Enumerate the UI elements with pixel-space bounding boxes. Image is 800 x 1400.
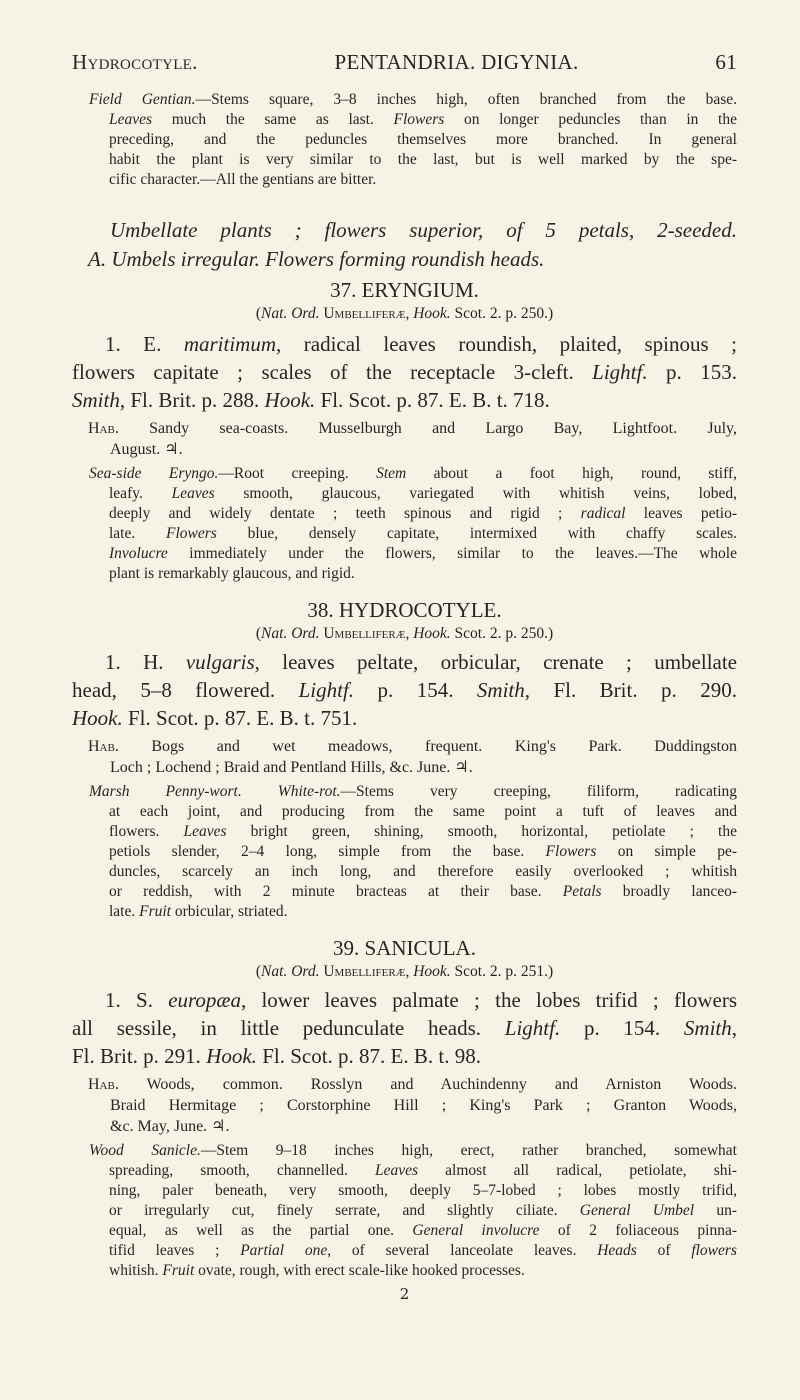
text-run: (	[255, 963, 262, 980]
text-run: —Stem 9–18 inches high, erect, rather branched, somewhat	[200, 1142, 737, 1159]
text-run: Leaves	[171, 485, 215, 502]
text-run: , Fl. Brit. p. 290.	[524, 678, 737, 702]
text-run: Nat. Ord.	[261, 625, 320, 642]
text-run: Lightf.	[592, 360, 648, 384]
text-run: leaves petio-	[625, 505, 737, 522]
text-run: at each joint, and producing from the same point a tuft of leaves and	[109, 803, 737, 820]
text-run: all sessile, in little pedunculate heads.	[72, 1016, 505, 1040]
text-run: Field Gentian.	[89, 91, 196, 108]
text-line	[72, 1181, 737, 1201]
natural-order-reference	[72, 624, 737, 644]
species-entry	[72, 648, 737, 732]
text-line	[72, 648, 737, 676]
text-line	[72, 386, 737, 414]
text-line	[72, 110, 737, 130]
text-run: Umbelliferæ	[323, 625, 406, 642]
text-line	[72, 1074, 737, 1095]
text-run: 1. E.	[105, 332, 184, 356]
text-run: Nat. Ord.	[261, 963, 320, 980]
text-line	[72, 962, 737, 982]
text-run: europæa	[168, 988, 241, 1012]
text-line	[72, 564, 737, 584]
text-line	[72, 1141, 737, 1161]
text-run: , leaves peltate, orbicular, crenate ; umbellate	[254, 650, 738, 674]
text-run: , of several lanceolate leaves.	[327, 1242, 598, 1259]
header-class-order: PENTANDRIA. DIGYNIA.	[334, 50, 579, 74]
text-run: ,	[405, 625, 414, 642]
text-run: ,	[405, 305, 414, 322]
text-run: head, 5–8 flowered.	[72, 678, 299, 702]
text-line	[72, 1221, 737, 1241]
text-run: p. 153.	[647, 360, 737, 384]
text-run: ,	[405, 963, 414, 980]
text-line	[72, 882, 737, 902]
text-run: flowers capitate ; scales of the receptacle 3-cleft.	[72, 360, 593, 384]
text-line	[72, 704, 737, 732]
species-entry	[72, 330, 737, 414]
text-run: Scot. 2. p. 250.)	[450, 625, 554, 642]
text-run: Involucre	[109, 545, 168, 562]
text-run: Hook.	[264, 388, 316, 412]
text-run: Umbellate plants ; flowers superior, of 5 petals, 2-seeded.	[110, 218, 737, 242]
genus-heading	[72, 934, 737, 962]
text-line	[72, 150, 737, 170]
text-run: smooth, glaucous, variegated with whitish veins, lobed,	[214, 485, 737, 502]
text-run: Fl. Scot. p. 87. E. B. t. 751.	[122, 706, 358, 730]
text-run: Loch ; Lochend ; Braid and Pentland Hills, &c. June. ♃.	[110, 759, 473, 776]
text-line	[72, 676, 737, 704]
text-run: immediately under the flowers, similar to the leaves.—The whole	[167, 545, 737, 562]
text-run: radical	[580, 505, 626, 522]
text-line	[72, 1014, 737, 1042]
text-run: Hab.	[88, 738, 119, 755]
description-paragraph	[72, 464, 737, 584]
text-run: Hook.	[413, 305, 451, 322]
text-run: Leaves	[109, 111, 153, 128]
text-run: of 2 foliaceous pinna-	[539, 1222, 738, 1239]
text-run: equal, as well as the partial one.	[109, 1222, 413, 1239]
genus-heading	[72, 596, 737, 624]
text-run: vulgaris	[185, 650, 255, 674]
text-run: Wood Sanicle.	[89, 1142, 201, 1159]
text-line	[72, 418, 737, 439]
text-run: Hook.	[413, 963, 451, 980]
text-run: ning, paler beneath, very smooth, deeply 5–7-lobed ; lobes mostly trifid,	[109, 1182, 737, 1199]
text-run: (	[255, 305, 262, 322]
habitat-paragraph	[72, 418, 737, 460]
text-run: maritimum	[183, 332, 277, 356]
text-run: (	[255, 625, 262, 642]
text-run: cific character.—All the gentians are bitter.	[109, 171, 377, 188]
running-header	[72, 50, 737, 90]
text-run: late.	[109, 903, 140, 920]
text-run: almost all radical, petiolate, shi-	[418, 1162, 737, 1179]
text-run: Hook.	[72, 706, 123, 730]
text-run: Hab.	[88, 420, 119, 437]
natural-order-reference	[72, 962, 737, 982]
text-run: duncles, scarcely an inch long, and therefore easily overlooked ; whitish	[109, 863, 737, 880]
text-run: Fl. Brit. p. 291.	[72, 1044, 207, 1068]
text-run: 39. SANICULA.	[333, 936, 476, 960]
text-run: 1. S.	[105, 988, 169, 1012]
text-run: Fl. Scot. p. 87. E. B. t. 718.	[315, 388, 550, 412]
text-run: un-	[694, 1202, 737, 1219]
text-line	[72, 802, 737, 822]
habitat-paragraph	[72, 1074, 737, 1137]
text-line	[72, 986, 737, 1014]
text-run: General Umbel	[579, 1202, 695, 1219]
text-run: Heads	[597, 1242, 637, 1259]
text-line	[72, 276, 737, 304]
natural-order-reference	[72, 304, 737, 324]
text-run: Smith	[683, 1016, 732, 1040]
text-run: Braid Hermitage ; Corstorphine Hill ; King's Park ; Granton Woods,	[110, 1097, 737, 1114]
text-line	[72, 130, 737, 150]
genus-heading	[72, 276, 737, 304]
text-run: Umbelliferæ	[323, 963, 406, 980]
text-run: August. ♃.	[110, 441, 183, 458]
group-heading	[72, 216, 737, 274]
text-run: Flowers	[393, 111, 445, 128]
text-line	[72, 304, 737, 324]
text-run: preceding, and the peduncles themselves more branched. In general	[109, 131, 737, 148]
text-line	[72, 757, 737, 778]
text-run: Scot. 2. p. 250.)	[450, 305, 554, 322]
text-line	[72, 484, 737, 504]
text-run: Petals	[562, 883, 602, 900]
text-line	[72, 504, 737, 524]
header-genus: Hydrocotyle.	[72, 50, 198, 74]
text-run: Leaves	[375, 1162, 419, 1179]
text-run: &c. May, June. ♃.	[110, 1118, 230, 1135]
text-run: General involucre	[412, 1222, 540, 1239]
text-line	[72, 902, 737, 922]
text-run: Marsh Penny-wort. White-rot.	[89, 783, 341, 800]
text-run: p. 154.	[354, 678, 477, 702]
text-line	[72, 934, 737, 962]
description-paragraph	[72, 1141, 737, 1281]
text-run: Partial one	[240, 1242, 328, 1259]
text-run: —Root creeping.	[218, 465, 377, 482]
text-run: or irregularly cut, finely serrate, and slightly ciliate.	[109, 1202, 580, 1219]
text-line	[72, 596, 737, 624]
text-line	[72, 822, 737, 842]
text-run: petiols slender, 2–4 long, simple from the base.	[109, 843, 546, 860]
text-run: , lower leaves palmate ; the lobes trifid ; flowers	[240, 988, 737, 1012]
text-run: Woods, common. Rosslyn and Auchindenny and Arniston Woods.	[118, 1076, 737, 1093]
text-run: Lightf.	[504, 1016, 561, 1040]
text-run: 1. H.	[105, 650, 186, 674]
text-run: Nat. Ord.	[261, 305, 320, 322]
text-run: spreading, smooth, channelled.	[109, 1162, 376, 1179]
text-line	[72, 782, 737, 802]
text-line	[72, 544, 737, 564]
text-line	[72, 216, 737, 245]
text-run: 37. ERYNGIUM.	[330, 278, 479, 302]
text-line	[72, 862, 737, 882]
text-run: Sandy sea-coasts. Musselburgh and Largo Bay, Lightfoot. July,	[118, 420, 737, 437]
text-run: Hook.	[206, 1044, 257, 1068]
text-run: plant is remarkably glaucous, and rigid.	[109, 565, 355, 582]
text-run: A.	[88, 247, 112, 271]
description-paragraph	[72, 782, 737, 922]
text-run: flowers	[691, 1242, 737, 1259]
text-run: Lightf.	[298, 678, 355, 702]
text-run: orbicular, striated.	[171, 903, 288, 920]
text-run: Umbelliferæ	[323, 305, 406, 322]
text-run: broadly lanceo-	[601, 883, 737, 900]
text-run: deeply and widely dentate ; teeth spinous and rigid ;	[109, 505, 581, 522]
species-entry	[72, 986, 737, 1070]
text-run: on longer peduncles than in the	[444, 111, 737, 128]
page-body	[72, 90, 737, 1281]
text-line	[72, 736, 737, 757]
text-run: Fruit	[162, 1262, 195, 1279]
text-line	[72, 1201, 737, 1221]
text-run: Sea-side Eryngo.	[89, 465, 219, 482]
text-run: or reddish, with 2 minute bracteas at their base.	[109, 883, 563, 900]
text-run: on simple pe-	[596, 843, 737, 860]
text-run: whitish.	[109, 1262, 163, 1279]
description-paragraph	[72, 90, 737, 190]
text-run: Scot. 2. p. 251.)	[450, 963, 554, 980]
text-line	[72, 170, 737, 190]
text-line	[72, 245, 737, 274]
text-line	[72, 1116, 737, 1137]
text-run: ovate, rough, with erect scale-like hooked processes.	[194, 1262, 525, 1279]
text-line	[72, 1042, 737, 1070]
text-run: Leaves	[183, 823, 227, 840]
text-run: Flowers	[166, 525, 217, 542]
text-run: Fruit	[139, 903, 171, 920]
text-run: much the same as last.	[152, 111, 394, 128]
text-run: of	[636, 1242, 692, 1259]
text-line	[72, 624, 737, 644]
signature-mark: 2	[399, 1285, 410, 1303]
text-run: 38. HYDROCOTYLE.	[307, 598, 502, 622]
text-line	[72, 464, 737, 484]
text-run: , radical leaves roundish, plaited, spinous ;	[276, 332, 737, 356]
text-line	[72, 524, 737, 544]
text-run: —Stems very creeping, filiform, radicating	[340, 783, 737, 800]
text-line	[72, 1261, 737, 1281]
text-line	[72, 1161, 737, 1181]
text-run: about a foot high, round, stiff,	[406, 465, 737, 482]
text-line	[72, 842, 737, 862]
habitat-paragraph	[72, 736, 737, 778]
text-run: Hab.	[88, 1076, 119, 1093]
text-run: —Stems square, 3–8 inches high, often branched from the base.	[195, 91, 737, 108]
text-run: Stem	[376, 465, 407, 482]
text-run: ,	[731, 1016, 737, 1040]
text-run: habit the plant is very similar to the last, but is well marked by the spe-	[109, 151, 737, 168]
text-line	[72, 330, 737, 358]
text-run: flowers.	[109, 823, 184, 840]
text-run: blue, densely capitate, intermixed with chaffy scales.	[216, 525, 737, 542]
text-line	[72, 1095, 737, 1116]
text-line	[72, 90, 737, 110]
text-run: Umbels irregular. Flowers forming roundish heads.	[111, 247, 545, 271]
text-line	[72, 439, 737, 460]
text-run: Smith	[476, 678, 525, 702]
text-run: tifid leaves ;	[109, 1242, 241, 1259]
text-line	[72, 358, 737, 386]
text-run: Bogs and wet meadows, frequent. King's Park. Duddingston	[118, 738, 737, 755]
text-run: Fl. Scot. p. 87. E. B. t. 98.	[256, 1044, 481, 1068]
text-run: Smith	[72, 388, 120, 412]
text-run: p. 154.	[560, 1016, 684, 1040]
text-line	[72, 1241, 737, 1261]
text-run: Hook.	[413, 625, 451, 642]
text-run: leafy.	[109, 485, 172, 502]
page-number: 61	[715, 50, 737, 74]
text-run: bright green, shining, smooth, horizontal, petiolate ; the	[226, 823, 737, 840]
text-run: Flowers	[545, 843, 597, 860]
book-page	[72, 50, 737, 1303]
text-run: , Fl. Brit. p. 288.	[119, 388, 265, 412]
text-run: late.	[109, 525, 167, 542]
